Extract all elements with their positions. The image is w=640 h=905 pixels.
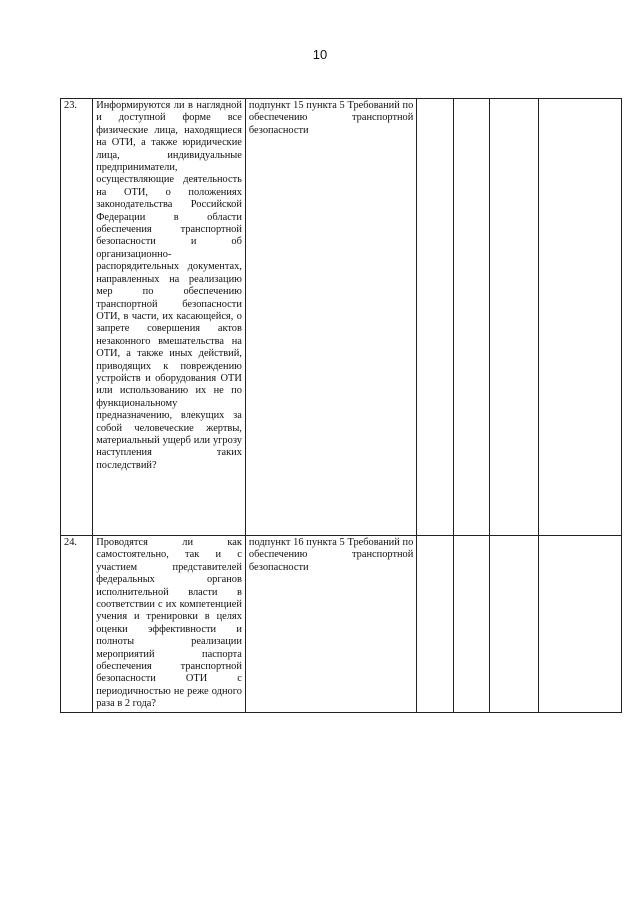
- notes-cell: [538, 99, 621, 536]
- page-number: 10: [312, 47, 328, 62]
- answer-yes-cell: [417, 99, 453, 536]
- table-row: [61, 99, 622, 536]
- question-text: Проводятся ли как самостоятельно, так и с участием представителей федеральных органов исполнительной власти в соответствии с их компетенцией учения и тренировки в целях оценки эффективности и полноты реализации мероприятий паспорта обеспечения транспортной безопасности ОТИ с периодичностью не реже одного раза в 2 года?: [93, 536, 246, 713]
- answer-no-cell: [453, 99, 489, 536]
- notes-cell: [538, 536, 621, 713]
- legal-reference: подпункт 15 пункта 5 Требований по обеспечению транспортной безопасности: [245, 99, 416, 536]
- legal-reference: подпункт 16 пункта 5 Требований по обеспечению транспортной безопасности: [245, 536, 416, 713]
- answer-no-cell: [453, 536, 489, 713]
- checklist-table: [60, 98, 622, 713]
- answer-yes-cell: [417, 536, 453, 713]
- table-row: [61, 536, 622, 713]
- row-number: 24.: [61, 536, 93, 713]
- answer-not-applicable-cell: [490, 99, 539, 536]
- row-number: 23.: [61, 99, 93, 536]
- question-text: Информируются ли в наглядной и доступной форме все физические лица, находящиеся на ОТИ, а также юридические лица, индивидуальные предприниматели, осуществляющие деятельность на ОТИ, о положениях законодательства Российской Федерации в области обеспечения транспортной безопасности и об организационно-распорядительных документах, направленных на реализацию мер по обеспечению транспортной безопасности ОТИ, в части, их касающейся, о запрете совершения актов незаконного вмешательства на ОТИ, а также иных действий, приводящих к повреждению устройств и оборудования ОТИ или использованию их не по функциональному предназначению, влекущих за собой человеческие жертвы, материальный ущерб или угрозу наступления таких последствий?: [93, 99, 246, 536]
- answer-not-applicable-cell: [490, 536, 539, 713]
